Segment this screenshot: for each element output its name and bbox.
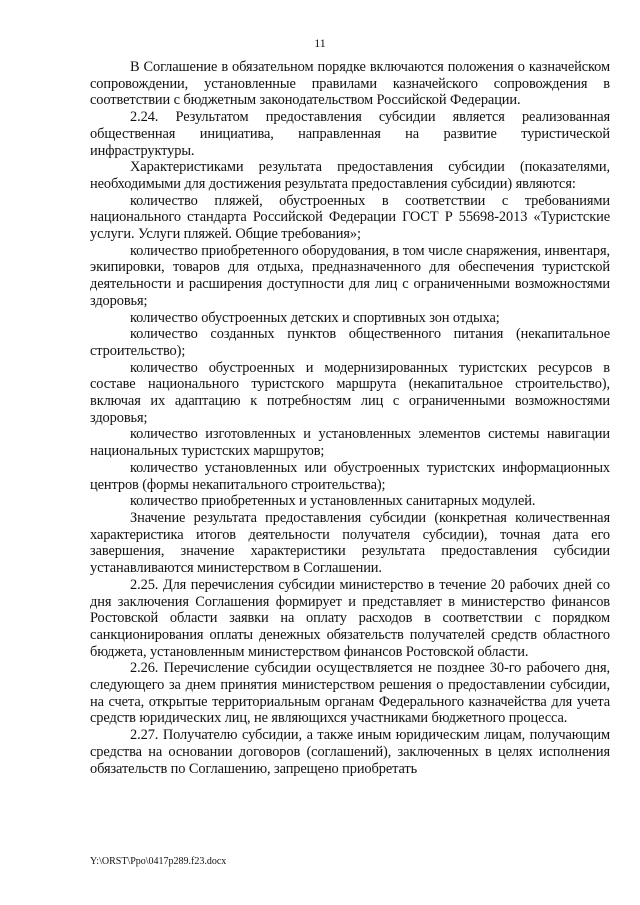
- paragraph-2-27: 2.27. Получателю субсидии, а также иным юридическим лицам, получающим средства на основании договоров (соглашений), заключенных в целях исполнения обязательств по Соглашению, запрещено приобретать: [90, 727, 610, 777]
- list-item-beaches: количество пляжей, обустроенных в соответствии с требованиями национального стандарта Российской Федерации ГОСТ Р 55698-2013 «Туристские услуги. Услуги пляжей. Общие требования»;: [90, 192, 610, 243]
- file-path-footer: Y:\ORST\Ppo\0417p289.f23.docx: [90, 856, 227, 867]
- document-body: [90, 59, 610, 777]
- list-item-tourist-resources: количество обустроенных и модернизированных туристских ресурсов в составе национального туристского маршрута (некапитальное строительство), включая их адаптацию к потребностям лиц с ограниченными возможностями здоровья;: [90, 359, 610, 426]
- paragraph-2-25: 2.25. Для перечисления субсидии министерство в течение 20 рабочих дней со дня заключения Соглашения формирует и представляет в министерство финансов Ростовской области заявки на оплату расходов в соответствии с порядком санкционирования оплаты денежных обязательств получателей средств областного бюджета, установленным министерством финансов Ростовской области.: [90, 576, 610, 660]
- list-item-recreation-zones: количество обустроенных детских и спортивных зон отдыха;: [130, 309, 500, 326]
- list-item-catering: количество созданных пунктов общественного питания (некапитальное строительство);: [90, 326, 610, 359]
- paragraph-treasury-support: В Соглашение в обязательном порядке включаются положения о казначейском сопровождении, установленные правилами казначейского сопровождения в соответствии с бюджетным законодательством Российской Федерации.: [90, 59, 610, 109]
- list-item-info-centers: количество установленных или обустроенных туристских информационных центров (формы некапитального строительства);: [90, 459, 610, 493]
- page-number: 11: [314, 36, 326, 50]
- paragraph-result-value: Значение результата предоставления субсидии (конкретная количественная характеристика итогов деятельности получателя субсидии), точная дата его завершения, значение характеристики результата предоставления субсидии устанавливаются министерством в Соглашении.: [90, 509, 610, 577]
- list-item-equipment: количество приобретенного оборудования, в том числе снаряжения, инвентаря, экипировки, товаров для отдыха, предназначенного для обеспечения туристской деятельности и расширения доступности для лиц с ограниченными возможностями здоровья;: [90, 242, 610, 309]
- paragraph-characteristics: Характеристиками результата предоставления субсидии (показателями, необходимыми для достижения результата предоставления субсидии) являются:: [90, 159, 610, 192]
- paragraph-2-24: 2.24. Результатом предоставления субсидии является реализованная общественная инициатива, направленная на развитие туристической инфраструктуры.: [90, 109, 610, 159]
- paragraph-2-26: 2.26. Перечисление субсидии осуществляется не позднее 30-го рабочего дня, следующего за днем принятия министерством решения о предоставлении субсидии, на счета, открытые территориальным органам Федерального казначейства для учета средств юридических лиц, не являющихся участниками бюджетного процесса.: [90, 660, 610, 727]
- list-item-sanitary-modules: количество приобретенных и установленных санитарных модулей.: [130, 493, 536, 510]
- list-item-navigation: количество изготовленных и установленных элементов системы навигации национальных туристских маршрутов;: [90, 426, 610, 460]
